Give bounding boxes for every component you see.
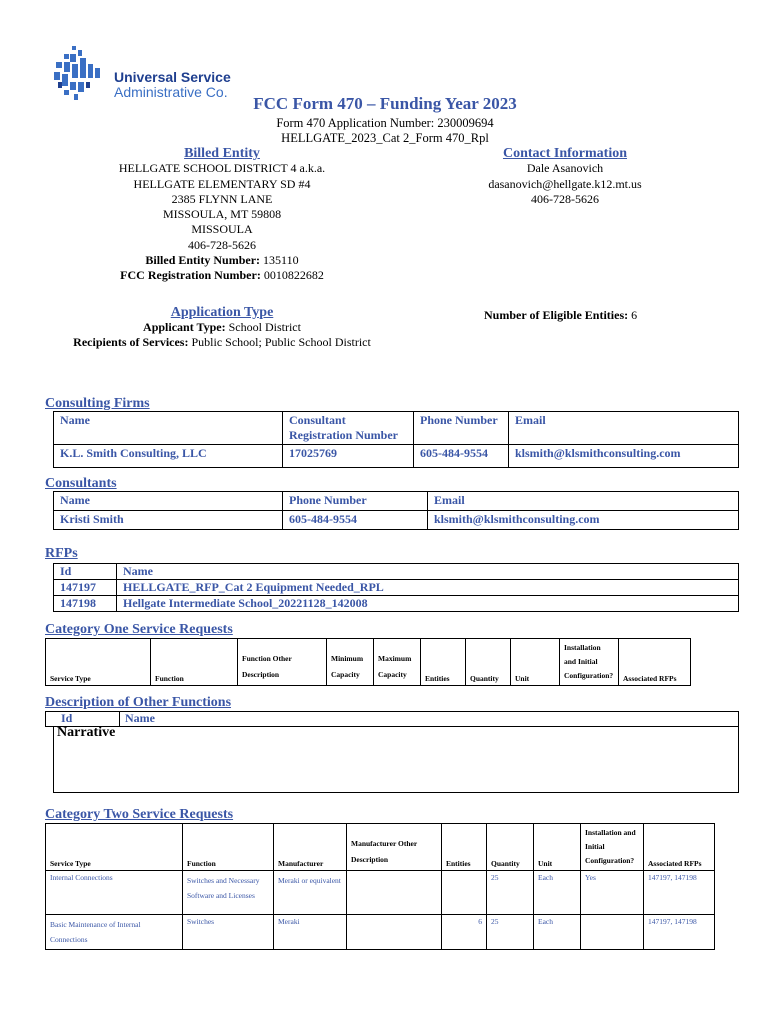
- logo-line1: Universal Service: [114, 69, 231, 85]
- table-row: [54, 596, 739, 612]
- associated-rfps: 147197, 147198: [644, 871, 715, 915]
- firm-phone: 605-484-9554: [414, 445, 509, 468]
- rfp-name: Hellgate Intermediate School_20221128_142008: [117, 596, 739, 612]
- other-functions-heading: Description of Other Functions: [45, 695, 232, 710]
- billed-entity-line: MISSOULA: [191, 222, 253, 237]
- entities: [442, 871, 487, 915]
- other-functions-box: [45, 711, 739, 793]
- logo-line2: Administrative Co.: [114, 84, 228, 100]
- application-number: Form 470 Application Number: 230009694: [276, 116, 494, 130]
- header-installation: Installation and Initial Configuration?: [560, 639, 619, 686]
- manufacturer-other: [347, 871, 442, 915]
- header-manufacturer: Manufacturer: [274, 824, 347, 871]
- header-max-capacity: Maximum Capacity: [374, 639, 421, 686]
- function: Switches: [183, 915, 274, 950]
- manufacturer: Meraki: [274, 915, 347, 950]
- header-service-type: Service Type: [46, 639, 151, 686]
- narrative-label: Narrative: [57, 725, 116, 740]
- header-phone: Phone Number: [414, 412, 509, 445]
- header-email: Email: [509, 412, 739, 445]
- function: Switches and Necessary Software and Licenses: [183, 871, 274, 915]
- billed-entity-block: [92, 146, 352, 284]
- table-row: [46, 915, 715, 950]
- firm-registration: 17025769: [283, 445, 414, 468]
- service-type: Internal Connections: [46, 871, 183, 915]
- application-type-block: [52, 305, 392, 350]
- unit: Each: [534, 871, 581, 915]
- service-type: Basic Maintenance of Internal Connections: [46, 915, 183, 950]
- contact-phone: 406-728-5626: [531, 191, 599, 206]
- applicant-type: Applicant Type: School District: [143, 320, 301, 334]
- billed-entity-line: MISSOULA, MT 59808: [162, 207, 282, 222]
- header-associated-rfps: Associated RFPs: [619, 639, 691, 686]
- header-name: Name: [117, 564, 739, 580]
- header-id: Id: [54, 564, 117, 580]
- narrative-box: [53, 726, 739, 793]
- eligible-entities: Number of Eligible Entities: 6: [484, 308, 638, 322]
- rfp-name: HELLGATE_RFP_Cat 2 Equipment Needed_RPL: [117, 580, 739, 596]
- manufacturer: Meraki or equivalent: [274, 871, 347, 915]
- table-row: [54, 445, 739, 468]
- quantity: 25: [487, 871, 534, 915]
- quantity: 25: [487, 915, 534, 950]
- manufacturer-other: [347, 915, 442, 950]
- rfps-table: [53, 563, 739, 612]
- consultants-heading: Consultants: [45, 476, 117, 491]
- table-row: [54, 511, 739, 530]
- header-associated-rfps: Associated RFPs: [644, 824, 715, 871]
- header-function: Function: [151, 639, 238, 686]
- page-title: FCC Form 470 – Funding Year 2023: [253, 94, 517, 113]
- header-function: Function: [183, 824, 274, 871]
- usac-logo-icon: [50, 44, 106, 104]
- header-name: Name: [54, 412, 283, 445]
- header-unit: Unit: [534, 824, 581, 871]
- header-name: Name: [125, 711, 155, 725]
- unit: Each: [534, 915, 581, 950]
- category-one-table: [45, 638, 691, 686]
- billed-entity-heading: Billed Entity: [184, 146, 260, 161]
- header-name: Name: [54, 492, 283, 511]
- consulting-firms-table: [53, 411, 739, 468]
- header-unit: Unit: [511, 639, 560, 686]
- contact-block: [450, 146, 680, 207]
- application-type-heading: Application Type: [170, 305, 274, 320]
- table-row: [54, 580, 739, 596]
- billed-entity-line: 406-728-5626: [188, 237, 256, 252]
- header-divider: [119, 711, 120, 726]
- category-two-heading: Category Two Service Requests: [45, 807, 234, 822]
- header-quantity: Quantity: [466, 639, 511, 686]
- category-two-table: [45, 823, 715, 950]
- header-entities: Entities: [442, 824, 487, 871]
- header-function-other: Function Other Description: [238, 639, 327, 686]
- table-row: [46, 871, 715, 915]
- installation: [581, 915, 644, 950]
- rfps-heading: RFPs: [45, 546, 78, 561]
- header-id: Id: [61, 711, 73, 725]
- header-quantity: Quantity: [487, 824, 534, 871]
- billed-entity-line: HELLGATE ELEMENTARY SD #4: [133, 176, 311, 191]
- billed-entity-line: 2385 FLYNN LANE: [171, 191, 273, 206]
- billed-entity-number: Billed Entity Number: 135110: [145, 253, 299, 268]
- consultants-table: [53, 491, 739, 530]
- header-phone: Phone Number: [283, 492, 428, 511]
- fcc-registration-number: FCC Registration Number: 0010822682: [120, 268, 324, 283]
- category-one-heading: Category One Service Requests: [45, 622, 233, 637]
- contact-heading: Contact Information: [502, 146, 628, 161]
- header-entities: Entities: [421, 639, 466, 686]
- entities: 6: [442, 915, 487, 950]
- rfp-id: 147198: [54, 596, 117, 612]
- associated-rfps: 147197, 147198: [644, 915, 715, 950]
- consulting-firms-heading: Consulting Firms: [45, 396, 150, 411]
- contact-email: dasanovich@hellgate.k12.mt.us: [488, 176, 642, 191]
- header-service-type: Service Type: [46, 824, 183, 871]
- header-installation: Installation and Initial Configuration?: [581, 824, 644, 871]
- recipients-of-services: Recipients of Services: Public School; Public School District: [73, 335, 371, 349]
- header-email: Email: [428, 492, 739, 511]
- billed-entity-line: HELLGATE SCHOOL DISTRICT 4 a.k.a.: [118, 161, 326, 176]
- contact-name: Dale Asanovich: [526, 161, 604, 176]
- header-registration: Consultant Registration Number: [283, 412, 414, 445]
- consultant-email: klsmith@klsmithconsulting.com: [428, 511, 739, 530]
- firm-name: K.L. Smith Consulting, LLC: [54, 445, 283, 468]
- rfp-id: 147197: [54, 580, 117, 596]
- firm-email: klsmith@klsmithconsulting.com: [509, 445, 739, 468]
- application-nickname: HELLGATE_2023_Cat 2_Form 470_Rpl: [281, 131, 489, 145]
- consultant-name: Kristi Smith: [54, 511, 283, 530]
- header-min-capacity: Minimum Capacity: [327, 639, 374, 686]
- installation: Yes: [581, 871, 644, 915]
- consultant-phone: 605-484-9554: [283, 511, 428, 530]
- header-manufacturer-other: Manufacturer Other Description: [347, 824, 442, 871]
